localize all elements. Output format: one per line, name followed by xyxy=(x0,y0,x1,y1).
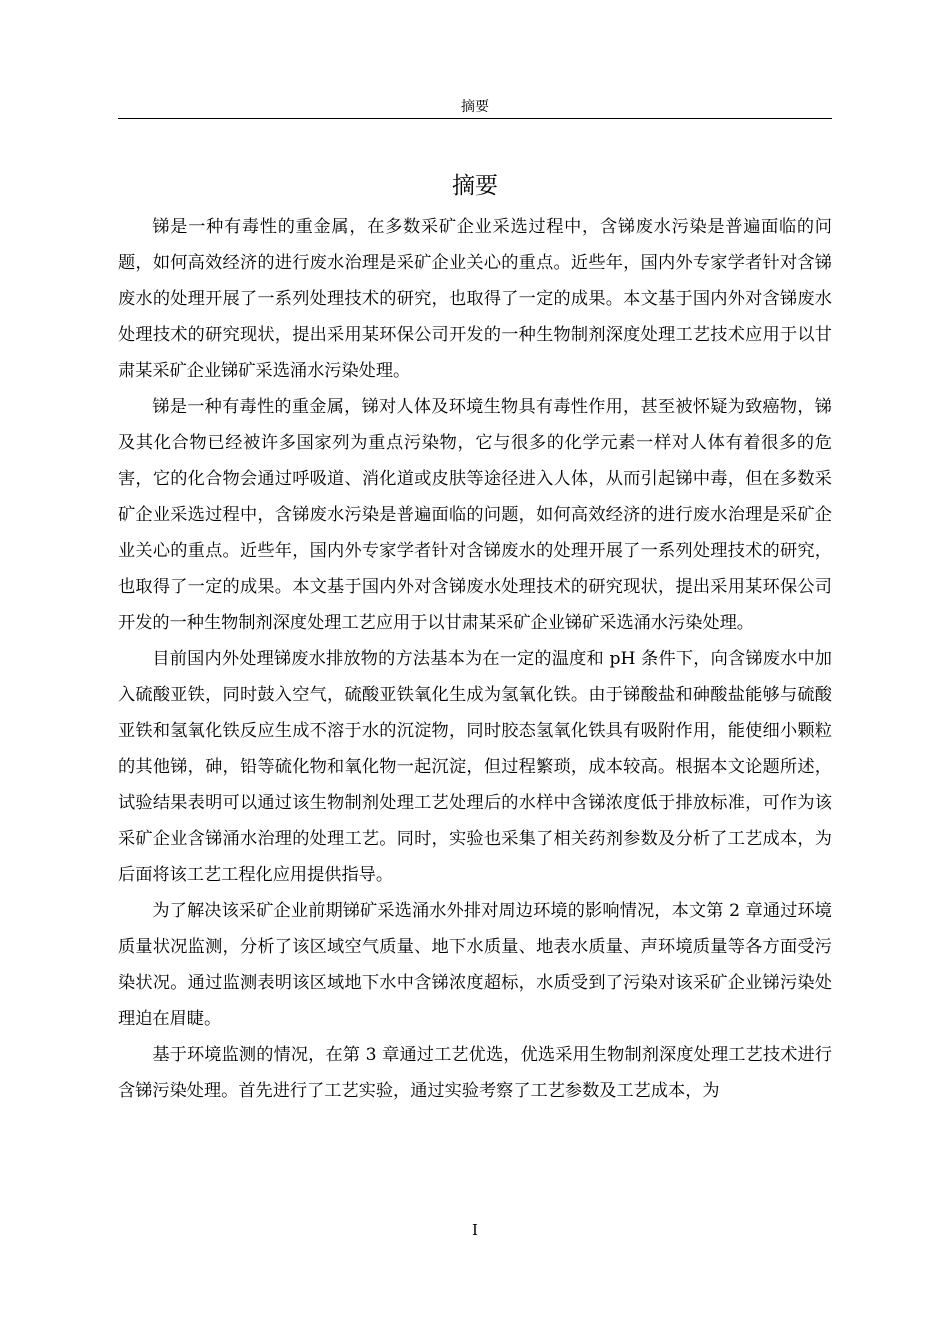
paragraph: 基于环境监测的情况，在第 3 章通过工艺优选，优选采用生物制剂深度处理工艺技术进行含锑污染处理。首先进行了工艺实验，通过实验考察了工艺参数及工艺成本，为 xyxy=(118,1045,832,1101)
paragraph: 锑是一种有毒性的重金属，锑对人体及环境生物具有毒性作用，甚至被怀疑为致癌物，锑及其化合物已经被许多国家列为重点污染物，它与很多的化学元素一样对人体有着很多的危害，它的化合物会通过呼吸道、消化道或皮肤等途径进入人体，从而引起锑中毒，但在多数采矿企业采选过程中，含锑废水污染是普遍面临的问题，如何高效经济的进行废水治理是采矿企业关心的重点。近些年，国内外专家学者针对含锑废水的处理开展了一系列处理技术的研究，也取得了一定的成果。本文基于国内外对含锑废水处理技术的研究现状，提出采用某环保公司开发的一种生物制剂深度处理工艺应用于以甘肃某采矿企业锑矿采选涌水污染处理。 xyxy=(118,397,832,633)
paragraph: 目前国内外处理锑废水排放物的方法基本为在一定的温度和 pH 条件下，向含锑废水中加入硫酸亚铁，同时鼓入空气，硫酸亚铁氧化生成为氢氧化铁。由于锑酸盐和砷酸盐能够与硫酸亚铁和氢氧化铁反应生成不溶于水的沉淀物，同时胶态氢氧化铁具有吸附作用，能使细小颗粒的其他锑，砷，铅等硫化物和氧化物一起沉淀，但过程繁琐，成本较高。根据本文论题所述，试验结果表明可以通过该生物制剂处理工艺处理后的水样中含锑浓度低于排放标准，可作为该采矿企业含锑涌水治理的处理工艺。同时，实验也采集了相关药剂参数及分析了工艺成本，为后面将该工艺工程化应用提供指导。 xyxy=(118,649,832,885)
running-header: 摘要 xyxy=(461,99,489,115)
paragraph: 为了解决该采矿企业前期锑矿采选涌水外排对周边环境的影响情况，本文第 2 章通过环境质量状况监测，分析了该区域空气质量、地下水质量、地表水质量、声环境质量等各方面受污染状况。通过监测表明该区域地下水中含锑浓度超标，水质受到了污染对该采矿企业锑污染处理迫在眉睫。 xyxy=(118,901,832,1029)
header-rule xyxy=(118,118,832,119)
page-number: I xyxy=(472,1221,478,1239)
paragraph: 锑是一种有毒性的重金属，在多数采矿企业采选过程中，含锑废水污染是普遍面临的问题，如何高效经济的进行废水治理是采矿企业关心的重点。近些年，国内外专家学者针对含锑废水的处理开展了一系列处理技术的研究，也取得了一定的成果。本文基于国内外对含锑废水处理技术的研究现状，提出采用某环保公司开发的一种生物制剂深度处理工艺技术应用于以甘肃某采矿企业锑矿采选涌水污染处理。 xyxy=(118,217,832,381)
page-title: 摘要 xyxy=(452,173,498,199)
abstract-body xyxy=(118,209,832,1109)
